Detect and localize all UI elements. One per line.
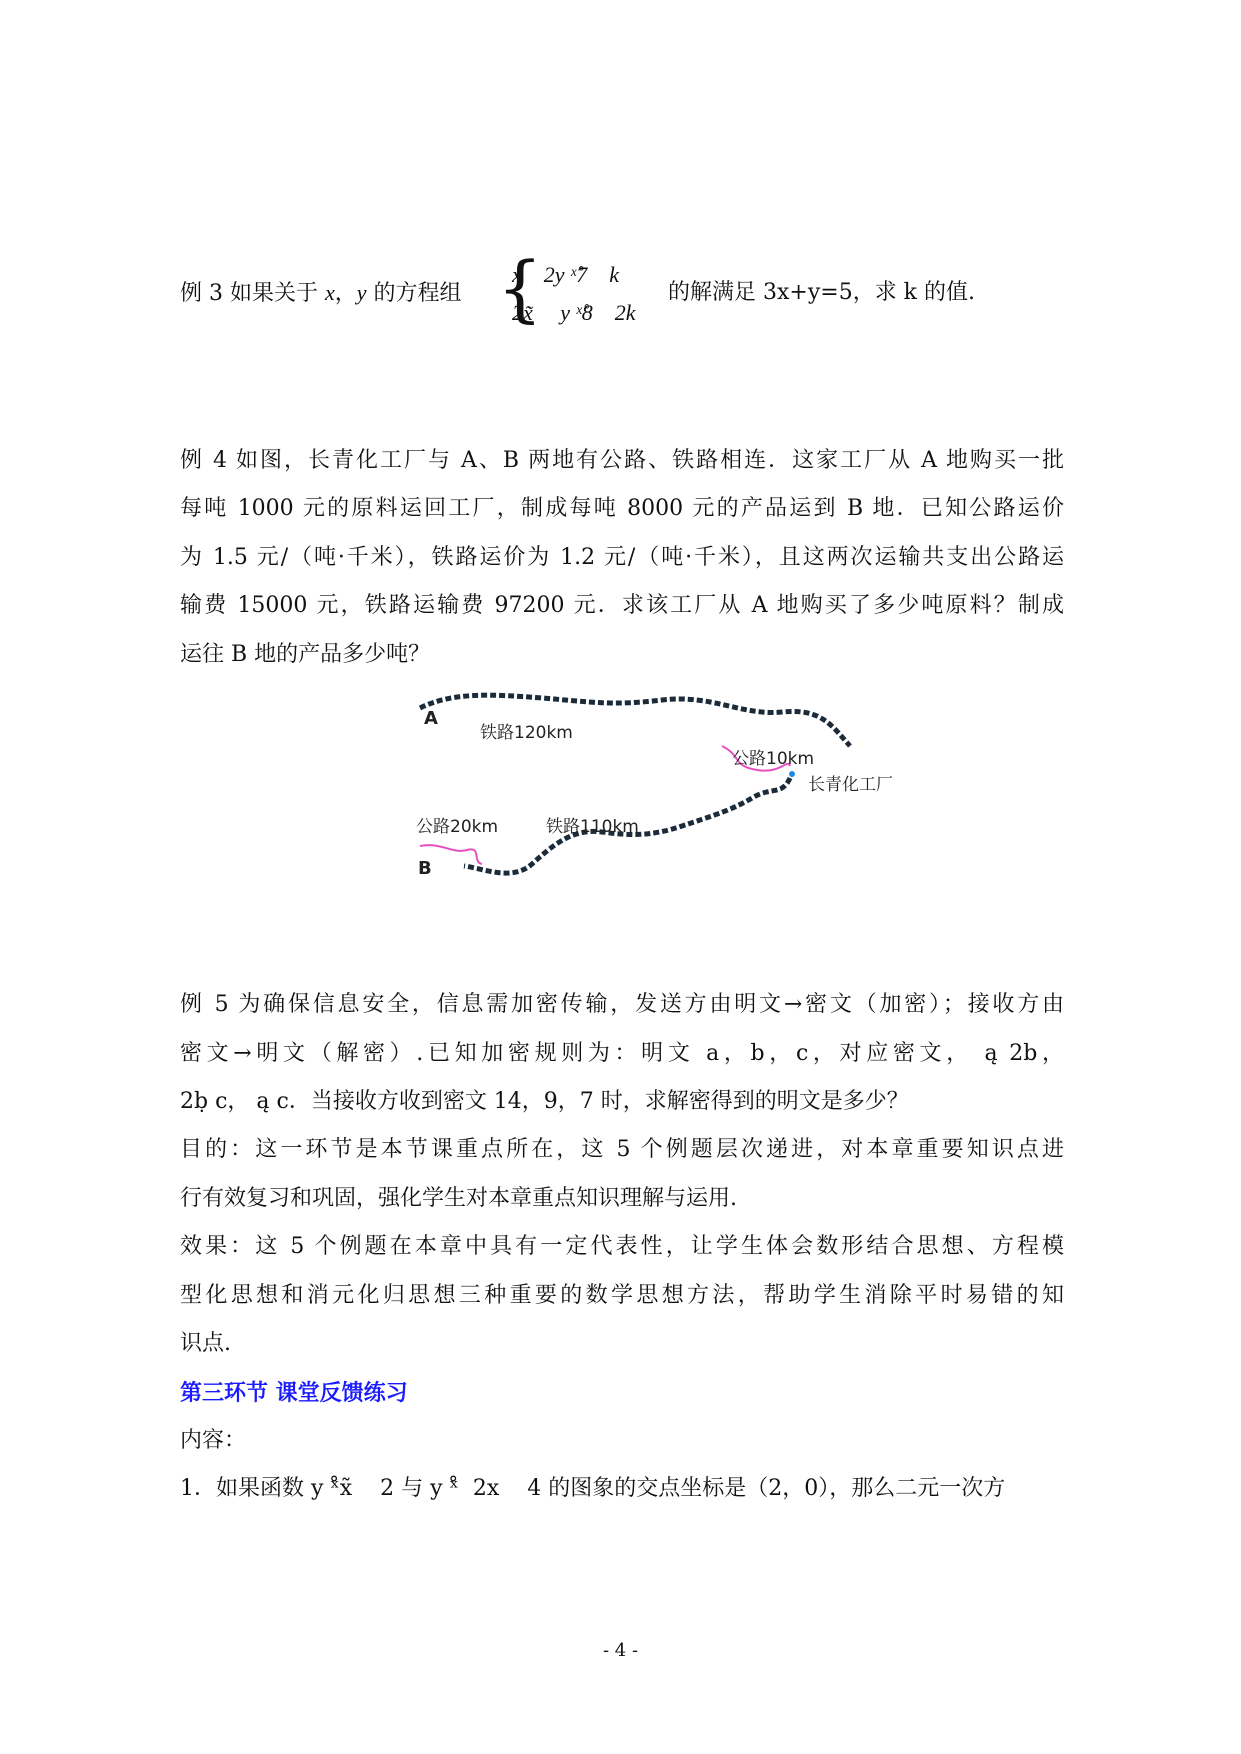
content-label: 内容： — [180, 1428, 247, 1453]
example-4-line: 每吨 1000 元的原料运回工厂，制成每吨 8000 元的产品运到 B 地．已知公路运价 — [180, 496, 1064, 521]
page-number: - 4 - — [602, 1640, 639, 1661]
example-3: 例 3 如果关于 x，y 的方程组 — [180, 280, 462, 306]
effect-line: 识点. — [180, 1331, 231, 1356]
example-4-line: 运往 B 地的产品多少吨？ — [180, 642, 431, 667]
equation-row-2: 2x̃ y ˣ̊8 2k — [512, 300, 636, 325]
road-bottom-label: 公路20km — [416, 817, 499, 837]
section-3-heading: 第三环节 课堂反馈练习 — [180, 1380, 408, 1406]
point-a-label: A — [424, 708, 438, 729]
road-top-label: 公路10km — [732, 749, 815, 769]
factory-label: 长青化工厂 — [808, 775, 893, 795]
example-5-line: 密文→明文（解密）.已知加密规则为：明文 a，b，c，对应密文， ą 2b， — [180, 1041, 1064, 1066]
example-3-suffix: 的解满足 3x+y=5，求 k 的值. — [668, 280, 976, 305]
question-1: 1．如果函数 y ˣ̊x̃ 2 与 y ˣ̊ 2x 4 的图象的交点坐标是（2，0），那么二元一次方 — [180, 1476, 1006, 1501]
point-b-label: B — [418, 858, 432, 879]
example-5-line: 例 5 为确保信息安全，信息需加密传输，发送方由明文→密文（加密）；接收方由 — [180, 992, 1064, 1017]
equation-system-brace: { — [497, 246, 543, 330]
railway-bottom-label: 铁路110km — [546, 817, 639, 837]
factory-point — [789, 771, 795, 777]
purpose-line: 行有效复习和巩固，强化学生对本章重点知识理解与运用. — [180, 1186, 737, 1211]
railway-top-label: 铁路120km — [480, 723, 573, 743]
purpose-line: 目的：这一环节是本节课重点所在，这 5 个例题层次递进，对本章重要知识点进 — [180, 1137, 1064, 1162]
equation-row-1: x 2y ˣ̊7 k — [512, 262, 620, 287]
example-4-line: 为 1.5 元/（吨·千米），铁路运价为 1.2 元/（吨·千米），且这两次运输共支出公路运 — [180, 545, 1064, 570]
effect-line: 型化思想和消元化归思想三种重要的数学思想方法，帮助学生消除平时易错的知 — [180, 1283, 1064, 1308]
route-map-figure — [412, 686, 932, 892]
example-4-line: 输费 15000 元，铁路运输费 97200 元．求该工厂从 A 地购买了多少吨原料？制成 — [180, 593, 1064, 618]
example-4-line: 例 4 如图，长青化工厂与 A、B 两地有公路、铁路相连．这家工厂从 A 地购买一批 — [180, 448, 1064, 473]
example-5-line: 2ḅ c， ą c．当接收方收到密文 14，9，7 时，求解密得到的明文是多少？ — [180, 1089, 909, 1114]
effect-line: 效果：这 5 个例题在本章中具有一定代表性，让学生体会数形结合思想、方程模 — [180, 1234, 1064, 1259]
